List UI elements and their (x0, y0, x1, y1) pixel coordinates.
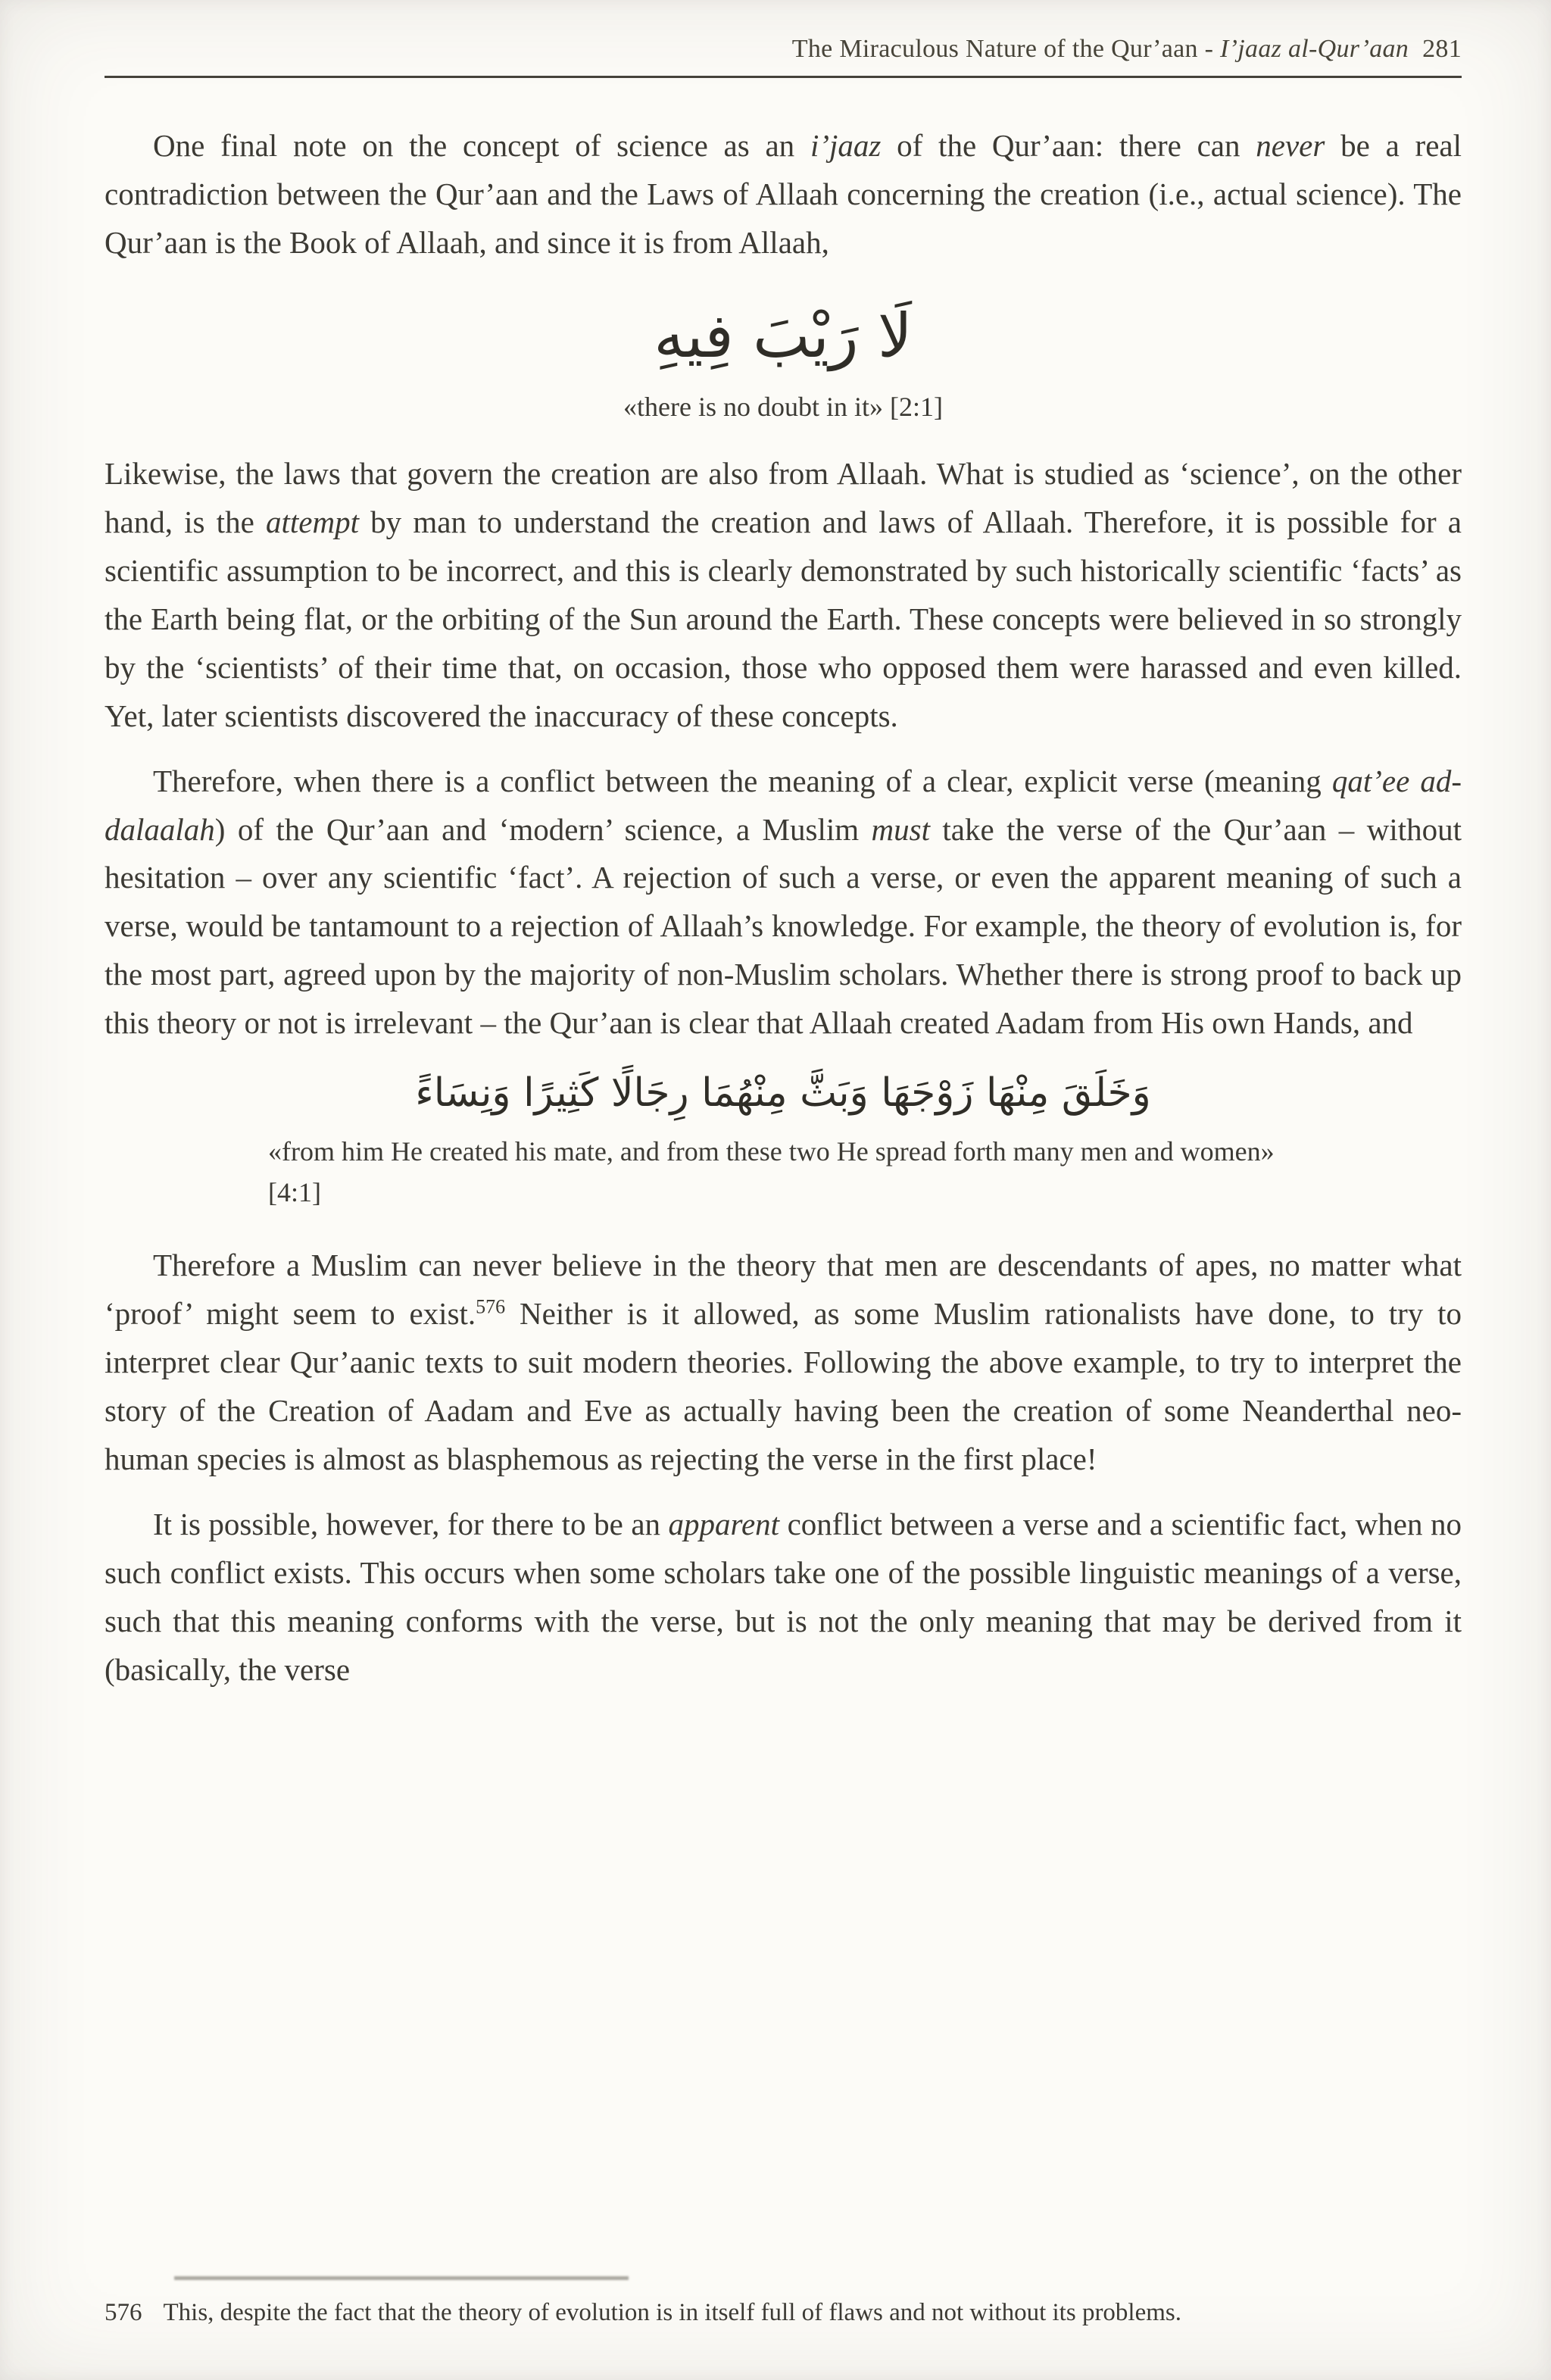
header-rule (105, 76, 1462, 78)
arabic-verse-4-1: وَخَلَقَ مِنْهَا زَوْجَهَا وَبَثَّ مِنْهُمَا رِجَالًا كَثِيرًا وَنِسَاءً (415, 1070, 1151, 1117)
verse-translation-2-1: «there is no doubt in it» [2:1] (623, 391, 943, 422)
paragraph-evolution: Therefore a Muslim can never believe in the theory that men are descendants of apes, no matter what ‘proof’ might seem to exist.$^{576}$ Neither is it allowed, as some Muslim rationalists have done, to try to interpret clear Qur’aanic texts to suit modern theories. Following the above example, to try to interpret the story of the Creation of Aadam and Eve as actually having been the creation of some Neanderthal neo-human species is almost as blasphemous as rejecting the verse in the first place! (105, 1248, 1462, 1477)
footnote-576 (105, 2295, 1462, 2330)
footnote-area (105, 2276, 1462, 2330)
running-header-title: The Miraculous Nature of the Qur’aan - I’jaaz al-Qur’aan (791, 35, 1409, 63)
paragraph-apparent-conflict: It is possible, however, for there to be an apparent conflict between a verse and a scientific fact, when no such conflict exists. This occurs when some scholars take one of the possible linguistic meanings of a verse, such that this meaning conforms with the verse, but is not the only meaning that may be derived from it (basically, the verse (105, 1507, 1462, 1687)
running-header (105, 35, 1462, 64)
verse-translation-4-1: «from him He created his mate, and from these two He spread forth many men and women» [4:1] (268, 1136, 1275, 1208)
footnote-rule (174, 2276, 629, 2280)
footnote-text: This, despite the fact that the theory of evolution is in itself full of flaws and not without its problems. (163, 2298, 1182, 2326)
page-number: 281 (1422, 35, 1462, 63)
paragraph-likewise: Likewise, the laws that govern the creation are also from Allaah. What is studied as ‘science’, on the other hand, is the attempt by man to understand the creation and laws of Allaah. Therefore, it is possible for a scientific assumption to be incorrect, and this is clearly demonstrated by such historically scientific ‘facts’ as the Earth being flat, or the orbiting of the Sun around the Earth. These concepts were believed in so strongly by the ‘scientists’ of their time that, on occasion, those who opposed them were harassed and even killed. Yet, later scientists discovered the inaccuracy of these concepts. (105, 455, 1462, 733)
paragraph-conflict-verse-science: Therefore, when there is a conflict between the meaning of a clear, explicit verse (meaning qat’ee ad-dalaalah) of the Qur’aan and ‘modern’ science, a Muslim must take the verse of the Qur’aan – without hesitation – over any scientific ‘fact’. A rejection of such a verse, or even the apparent meaning of such a verse, would be tantamount to a rejection of Allaah’s knowledge. For example, the theory of evolution is, for the most part, agreed upon by the majority of non-Muslim scholars. Whether there is strong proof to back up this theory or not is irrelevant – the Qur’aan is clear that Allaah created Aadam from His own Hands, and (105, 763, 1462, 1041)
footnote-number: 576 (105, 2298, 142, 2326)
arabic-verse-2-1: لَا رَيْبَ فِيهِ (654, 300, 913, 371)
paragraph-science-note: One final note on the concept of science as an i’jaaz of the Qur’aan: there can never be a real contradiction between the Qur’aan and the Laws of Allaah concerning the creation (i.e., actual science). The Qur’aan is the Book of Allaah, and since it is from Allaah, (105, 128, 1462, 260)
